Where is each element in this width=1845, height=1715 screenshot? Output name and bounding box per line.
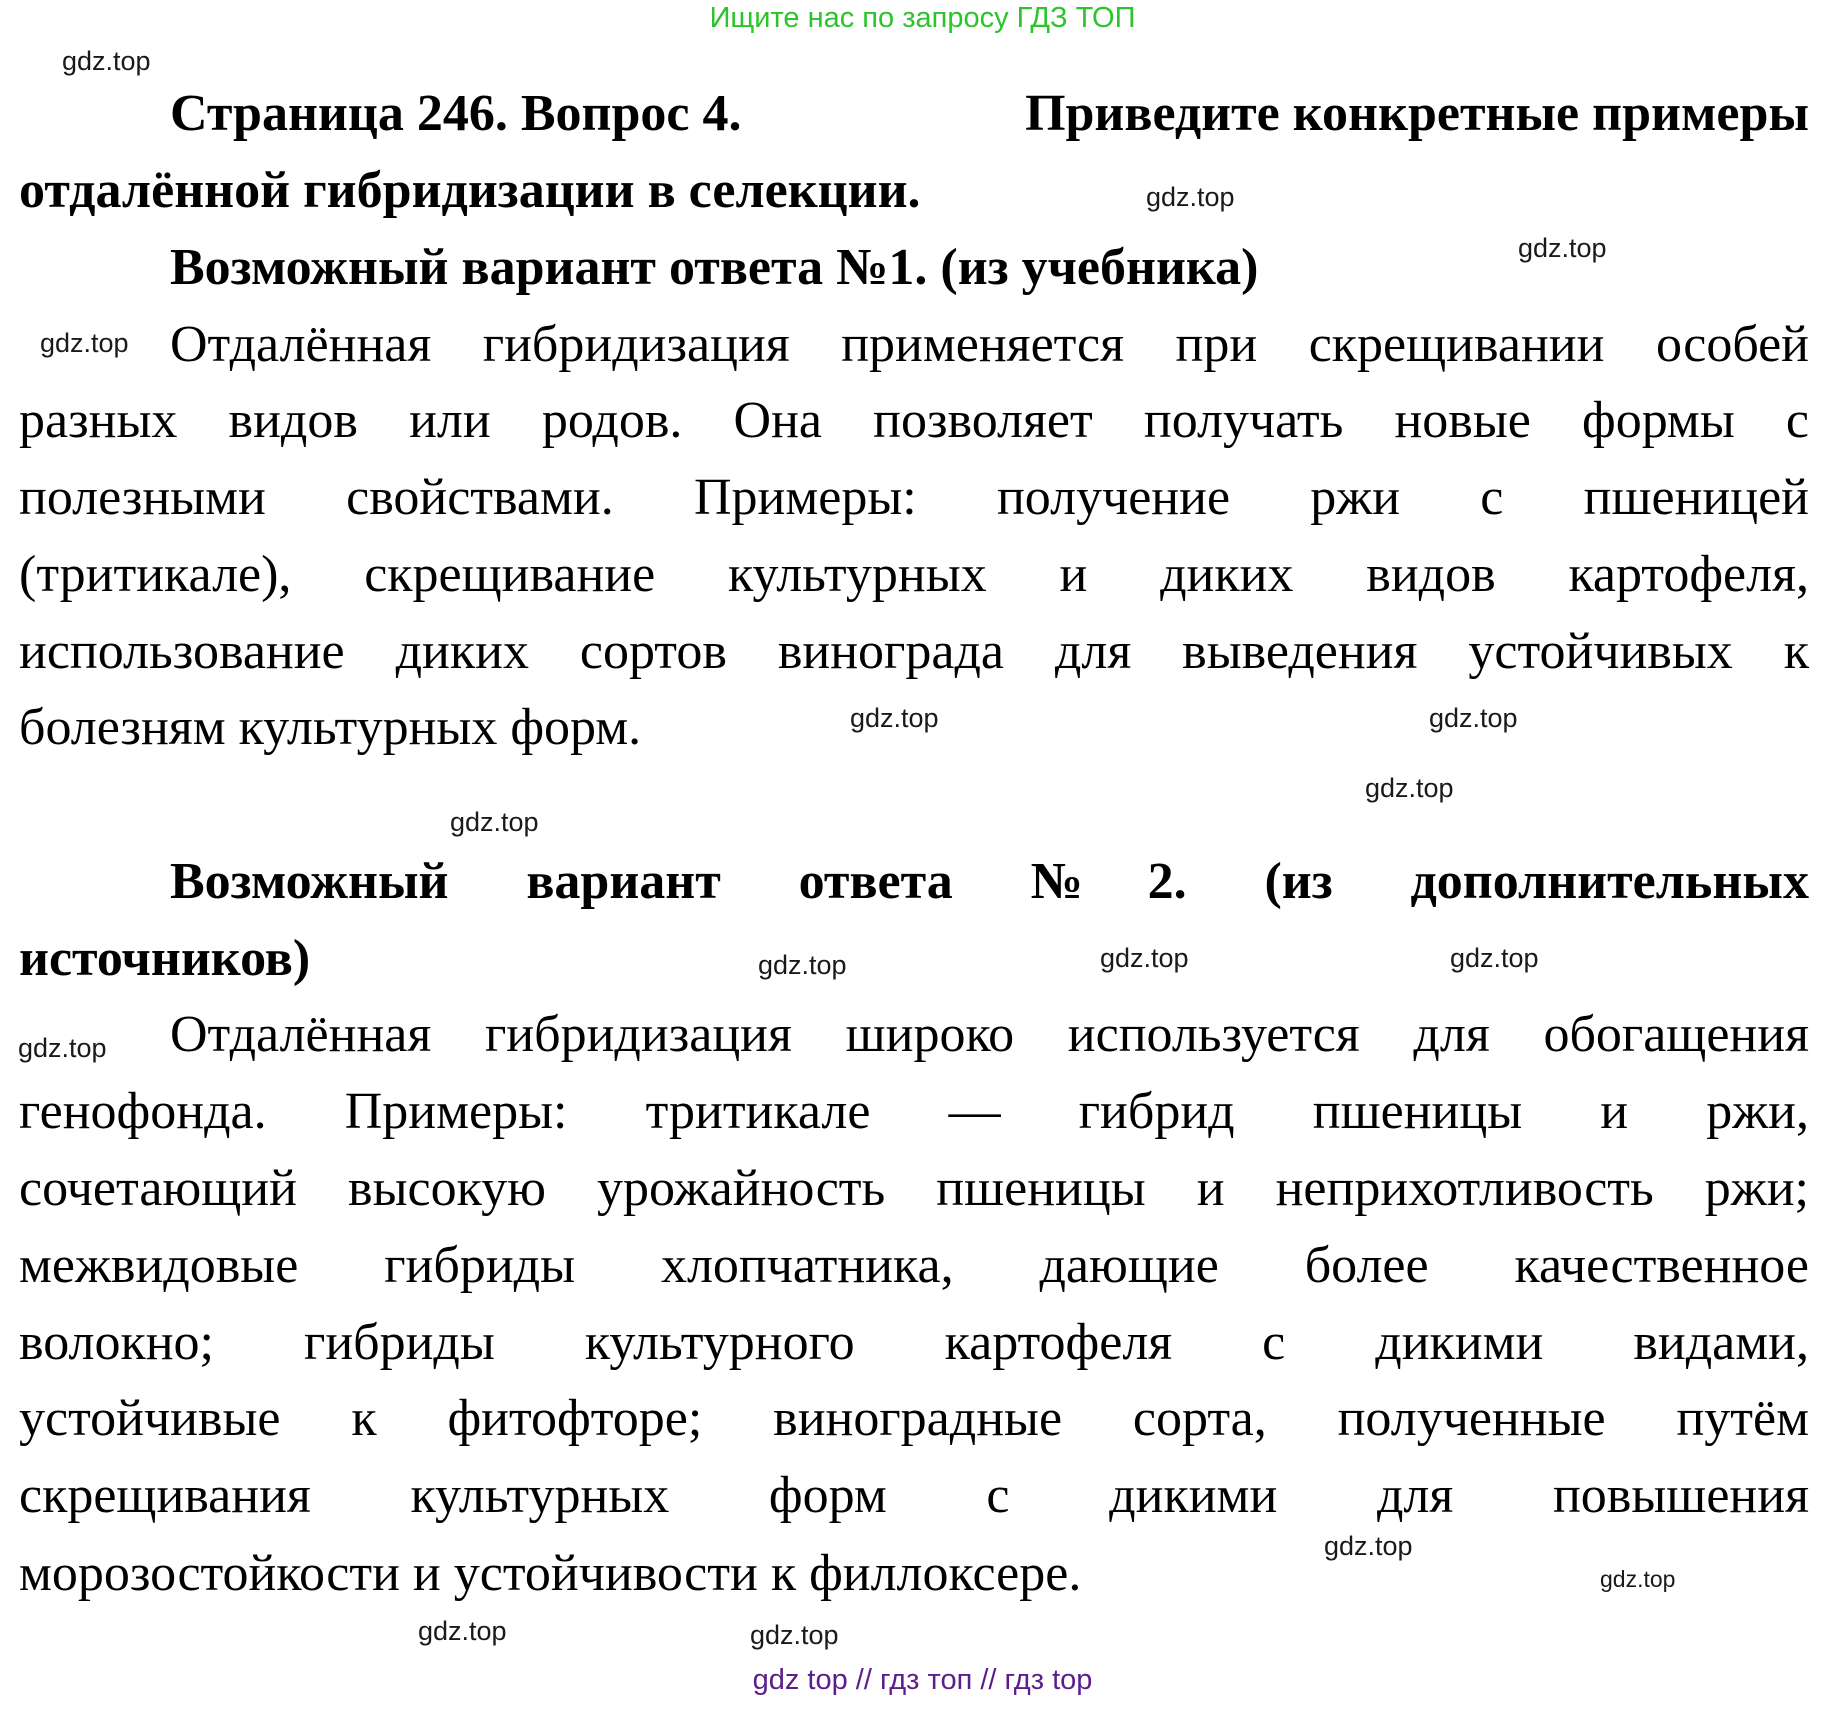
answer1-heading: Возможный вариант ответа №1. (из учебника) xyxy=(170,239,1259,296)
answer2-line: волокно; гибриды культурного картофеля с дикими видами, xyxy=(19,1314,1809,1371)
answer1-line: болезням культурных форм. xyxy=(19,699,642,756)
watermark: gdz.top xyxy=(1429,703,1518,733)
answer1-line: использование диких сортов винограда для выведения устойчивых к xyxy=(19,623,1809,680)
site-links-footer: gdz top // гдз топ // гдз top xyxy=(752,1664,1093,1696)
question-title-line-1 xyxy=(170,75,1809,153)
answer1-line: разных видов или родов. Она позволяет получать новые формы с xyxy=(19,392,1809,449)
answer2-line: генофонда. Примеры: тритикале — гибрид пшеницы и ржи, xyxy=(19,1083,1809,1140)
watermark: gdz.top xyxy=(450,807,539,837)
answer2-line: Отдалённая гибридизация широко используется для обогащения xyxy=(170,1006,1809,1063)
watermark: gdz.top xyxy=(1450,943,1539,973)
answer2-line: скрещивания культурных форм с дикими для повышения xyxy=(19,1467,1809,1524)
answer2-line: межвидовые гибриды хлопчатника, дающие более качественное xyxy=(19,1237,1809,1294)
answer1-line: (тритикале), скрещивание культурных и диких видов картофеля, xyxy=(19,546,1809,603)
watermark: gdz.top xyxy=(758,950,847,980)
watermark: gdz.top xyxy=(850,703,939,733)
question-text-start: Приведите конкретные примеры xyxy=(1025,85,1809,142)
question-title-line-2: отдалённой гибридизации в селекции. xyxy=(19,162,921,219)
answer2-heading-line-2: источников) xyxy=(19,930,311,987)
watermark: gdz.top xyxy=(1600,1566,1676,1592)
watermark: gdz.top xyxy=(62,46,151,76)
search-hint-banner: Ищите нас по запросу ГДЗ ТОП xyxy=(709,2,1136,34)
watermark: gdz.top xyxy=(1365,773,1454,803)
answer1-line: полезными свойствами. Примеры: получение ржи с пшеницей xyxy=(19,469,1809,526)
watermark: gdz.top xyxy=(418,1616,507,1646)
answer2-line: устойчивые к фитофторе; виноградные сорта, полученные путём xyxy=(19,1390,1809,1447)
watermark: gdz.top xyxy=(18,1033,107,1063)
watermark: gdz.top xyxy=(1324,1531,1413,1561)
answer2-heading-line-1: Возможный вариант ответа №2. (из дополнительных xyxy=(170,853,1809,910)
watermark: gdz.top xyxy=(750,1620,839,1650)
answer2-line: морозостойкости и устойчивости к филлоксере. xyxy=(19,1545,1082,1602)
question-number: Страница 246. Вопрос 4. xyxy=(170,85,742,142)
watermark: gdz.top xyxy=(1146,182,1235,212)
watermark: gdz.top xyxy=(40,328,129,358)
watermark: gdz.top xyxy=(1100,943,1189,973)
answer2-line: сочетающий высокую урожайность пшеницы и неприхотливость ржи; xyxy=(19,1160,1809,1217)
answer1-line: Отдалённая гибридизация применяется при скрещивании особей xyxy=(170,316,1809,373)
watermark: gdz.top xyxy=(1518,233,1607,263)
